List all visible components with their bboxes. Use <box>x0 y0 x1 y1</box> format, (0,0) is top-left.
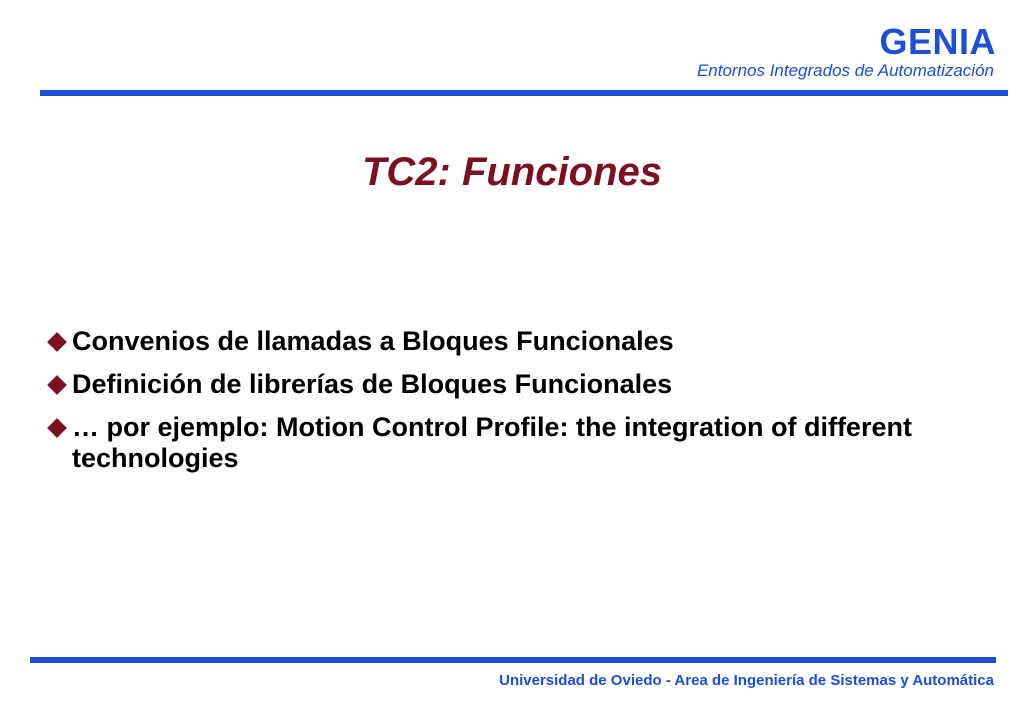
bullet-item <box>48 369 948 400</box>
bullet-item <box>48 326 948 357</box>
footer-divider <box>30 657 996 663</box>
bullet-item <box>48 412 948 474</box>
bullet-text: … por ejemplo: Motion Control Profile: the integration of different technologies <box>72 412 912 473</box>
brand-title: GENIA <box>879 21 996 62</box>
footer-text: Universidad de Oviedo - Area de Ingeniería de Sistemas y Automática <box>499 672 994 689</box>
bullet-list <box>48 326 948 474</box>
diamond-bullet-icon <box>47 375 67 395</box>
diamond-bullet-icon <box>47 332 67 352</box>
bullet-text: Definición de librerías de Bloques Funcionales <box>72 369 673 399</box>
brand-subtitle: Entornos Integrados de Automatización <box>696 61 994 80</box>
slide-title: TC2: Funciones <box>361 150 663 194</box>
header-divider <box>40 90 1008 96</box>
bullet-text: Convenios de llamadas a Bloques Funcionales <box>72 326 674 356</box>
diamond-bullet-icon <box>47 418 67 438</box>
